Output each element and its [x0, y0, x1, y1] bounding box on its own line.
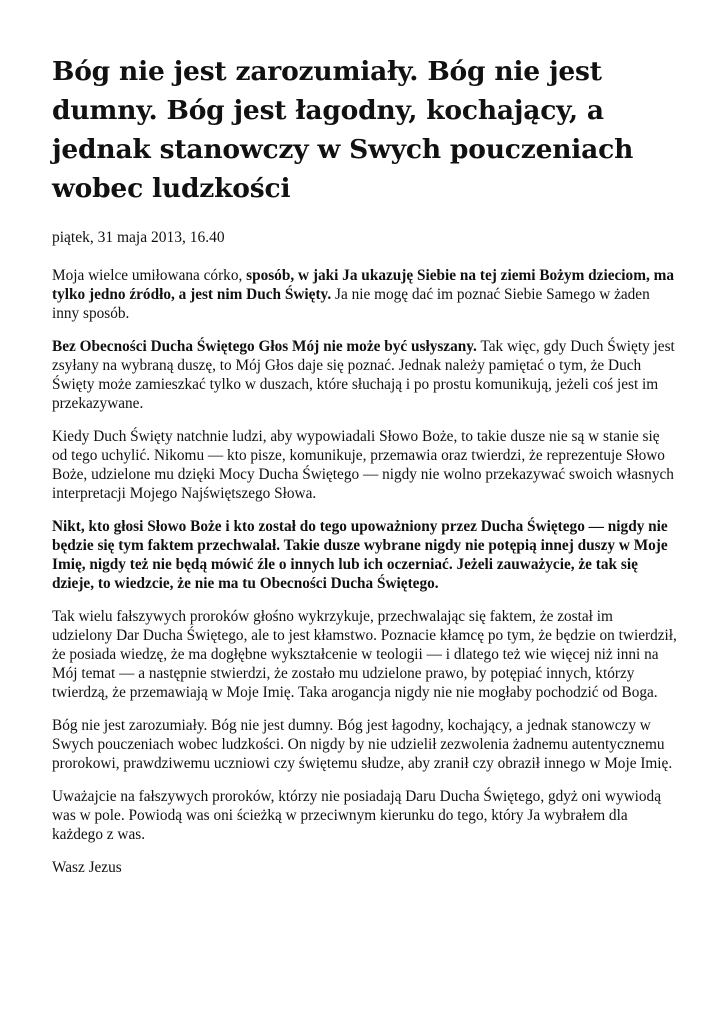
article-date: piątek, 31 maja 2013, 16.40	[52, 229, 225, 246]
document-page	[52, 52, 677, 877]
paragraph-4	[52, 517, 677, 593]
paragraph-1-text-c: Ja nie mogę dać im poznać Siebie Samego w żaden inny sposób.	[52, 286, 650, 322]
signature: Wasz Jezus	[52, 859, 122, 876]
paragraph-2-text: Tak więc, gdy Duch Święty jest zsyłany na wybraną duszę, to Mój Głos daje się poznać. Jednak należy pamiętać o tym, że Duch Święty może zamieszkać tylko w duszach, które słuchają i po prostu komunikują, jeżeli coś jest im przekazywane.	[52, 338, 675, 412]
paragraph-1-bold: sposób, w jaki Ja ukazuję Siebie na tej ziemi Bożym dzieciom, ma tylko jedno źródło, a jest nim Duch Święty.	[52, 267, 674, 303]
paragraph-4-bold: Nikt, kto głosi Słowo Boże i kto został do tego upoważniony przez Ducha Świętego — nigdy nie będzie się tym faktem przechwalał. Takie dusze wybrane nigdy nie potępią innej duszy w Moje Imię, nigdy też nie będą mówić źle o innych lub ich oczerniać. Jeżeli zauważycie, że tak się dzieje, to wiedzcie, że nie ma tu Obecności Ducha Świętego.	[52, 518, 668, 592]
article-title: Bóg nie jest zarozumiały. Bóg nie jest dumny. Bóg jest łagodny, kochający, a jednak stanowczy w Swych pouczeniach wobec ludzkości	[52, 56, 634, 204]
paragraph-1-text-a: Moja wielce umiłowana córko,	[52, 267, 247, 284]
paragraph-6: Bóg nie jest zarozumiały. Bóg nie jest dumny. Bóg jest łagodny, kochający, a jednak stanowczy w Swych pouczeniach wobec ludzkości. On nigdy by nie udzielił zezwolenia żadnemu autentycznemu prorokowi, prawdziwemu uczniowi czy świętemu słudze, aby zranił czy obraził innego w Moje Imię.	[52, 717, 673, 772]
paragraph-1	[52, 266, 677, 323]
paragraph-2	[52, 337, 677, 413]
paragraph-2-bold: Bez Obecności Ducha Świętego Głos Mój nie może być usłyszany.	[52, 338, 477, 355]
paragraph-7: Uważajcie na fałszywych proroków, którzy nie posiadają Daru Ducha Świętego, gdyż oni wywiodą was w pole. Powiodą was oni ścieżką w przeciwnym kierunku do tego, który Ja wybrałem dla każdego z was.	[52, 788, 661, 843]
paragraph-5: Tak wielu fałszywych proroków głośno wykrzykuje, przechwalając się faktem, że został im udzielony Dar Ducha Świętego, ale to jest kłamstwo. Poznacie kłamcę po tym, że będzie on twierdził, że posiada wiedzę, że ma dogłębne wykształcenie w teologii — i dlatego też wie więcej niż inni na Mój temat — a następnie stwierdzi, że zostało mu udzielone prawo, by potępiać innych, którzy twierdzą, że przemawiają w Moje Imię. Taka arogancja nigdy nie nie mogłaby pochodzić od Boga.	[52, 608, 677, 701]
paragraph-3: Kiedy Duch Święty natchnie ludzi, aby wypowiadali Słowo Boże, to takie dusze nie są w stanie się od tego uchylić. Nikomu — kto pisze, komunikuje, przemawia oraz twierdzi, że reprezentuje Słowo Boże, udzielone mu dzięki Mocy Ducha Świętego — nigdy nie wolno przekazywać swoich własnych interpretacji Mojego Najświętszego Słowa.	[52, 428, 674, 502]
